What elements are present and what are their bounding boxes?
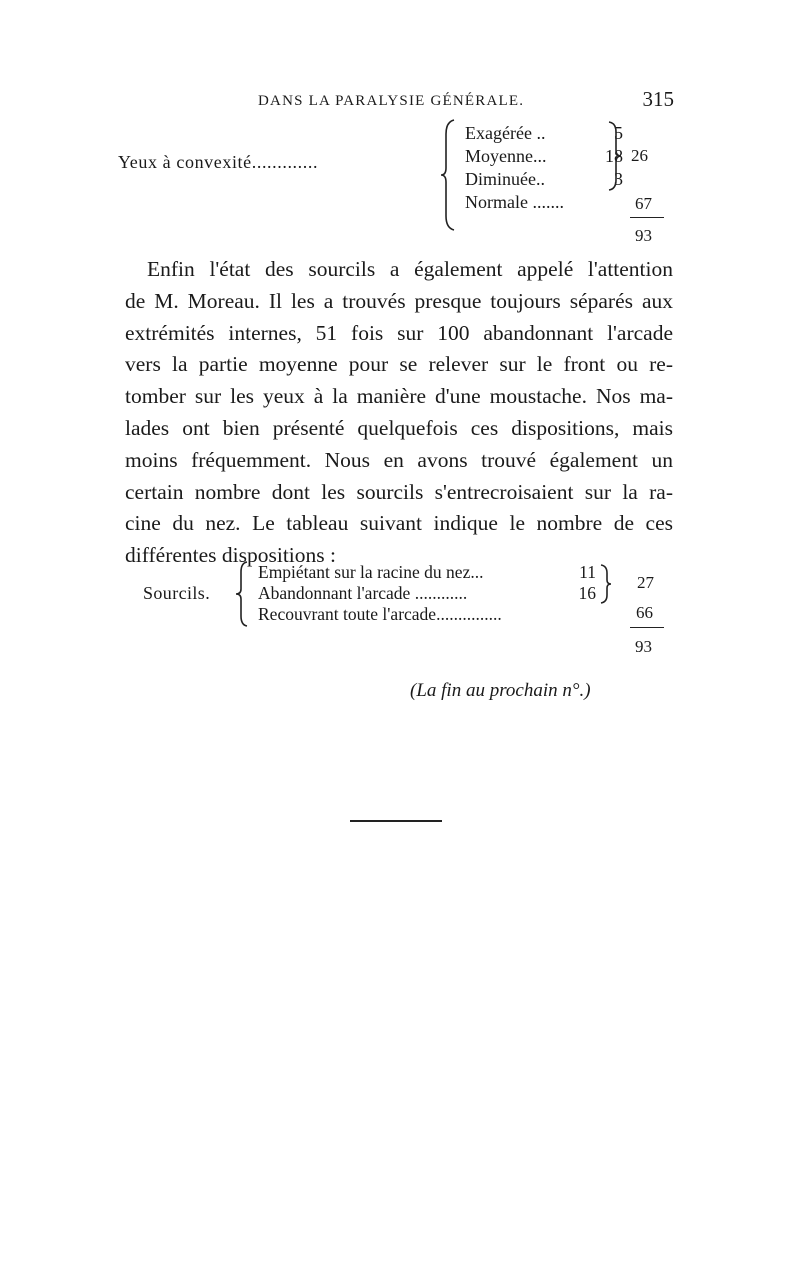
- paragraph-line: Enfin l'état des sourcils a également appelé l'attention: [147, 257, 673, 281]
- eyebrows-row-value: 16: [578, 583, 596, 603]
- eyes-subtotal: 26: [631, 146, 648, 165]
- eyes-row-label: Exagérée ..: [465, 123, 546, 143]
- eyebrows-row-value: 11: [579, 562, 596, 582]
- eyes-row-value: 18: [605, 146, 623, 166]
- eyebrows-row-label: Recouvrant toute l'arcade...............: [258, 604, 502, 624]
- eyes-row-value: 5: [614, 123, 623, 143]
- eyes-total-rule: [630, 217, 664, 218]
- eyes-normal-value: 67: [635, 194, 652, 213]
- eyes-left-brace-icon: [440, 118, 456, 232]
- eyebrows-right-brace-icon: [600, 563, 612, 605]
- running-header-title: DANS LA PARALYSIE GÉNÉRALE.: [258, 93, 525, 109]
- eyebrows-table-rows: [258, 562, 628, 625]
- paragraph-line: tomber sur les yeux à la manière d'une moustache. Nos ma-: [125, 384, 673, 409]
- eyes-row-label: Moyenne...: [465, 146, 547, 166]
- eyebrows-covering-value: 66: [636, 603, 653, 622]
- eyes-row: [465, 168, 665, 191]
- eyes-row: [465, 122, 665, 145]
- paragraph-line: certain nombre dont les sourcils s'entrecroisaient sur la ra-: [125, 479, 673, 504]
- eyes-total: 93: [635, 226, 652, 245]
- eyes-row-label: Normale .......: [465, 192, 564, 212]
- eyebrows-total: 93: [635, 637, 652, 656]
- eyebrows-row: [258, 562, 628, 583]
- eyebrows-subtotal: 27: [637, 573, 654, 592]
- eyebrows-row-label: Empiétant sur la racine du nez...: [258, 562, 484, 582]
- page-number: 315: [642, 87, 674, 111]
- eyebrows-table-label: Sourcils.: [143, 583, 211, 603]
- paragraph-line: lades ont bien présenté quelquefois ces dispositions, mais: [125, 415, 673, 440]
- running-header: [120, 87, 680, 117]
- eyebrows-row: [258, 583, 628, 604]
- eyebrows-total-rule: [630, 627, 664, 628]
- continued-note: (La fin au prochain n°.): [410, 680, 591, 701]
- eyes-right-brace-icon: [608, 120, 622, 192]
- eyes-row-label: Diminuée..: [465, 169, 545, 189]
- paragraph-line: cine du nez. Le tableau suivant indique le nombre de ces: [125, 511, 673, 536]
- eyebrows-row: [258, 604, 628, 625]
- paragraph-line: moins fréquemment. Nous en avons trouvé également un: [125, 447, 673, 472]
- end-rule: [350, 820, 442, 822]
- paragraph-line: vers la partie moyenne pour se relever sur le front ou re-: [125, 352, 673, 377]
- eyes-row-value: 3: [614, 169, 623, 189]
- eyebrows-row-label: Abandonnant l'arcade ............: [258, 583, 468, 603]
- paragraph-line: différentes dispositions :: [125, 543, 337, 568]
- eyebrows-left-brace-icon: [235, 560, 249, 628]
- body-paragraph: [125, 254, 673, 572]
- paragraph-line: de M. Moreau. Il les a trouvés presque toujours séparés aux: [125, 288, 673, 313]
- paragraph-line: extrémités internes, 51 fois sur 100 abandonnant l'arcade: [125, 320, 673, 345]
- eyes-table-label: Yeux à convexité.............: [118, 152, 319, 172]
